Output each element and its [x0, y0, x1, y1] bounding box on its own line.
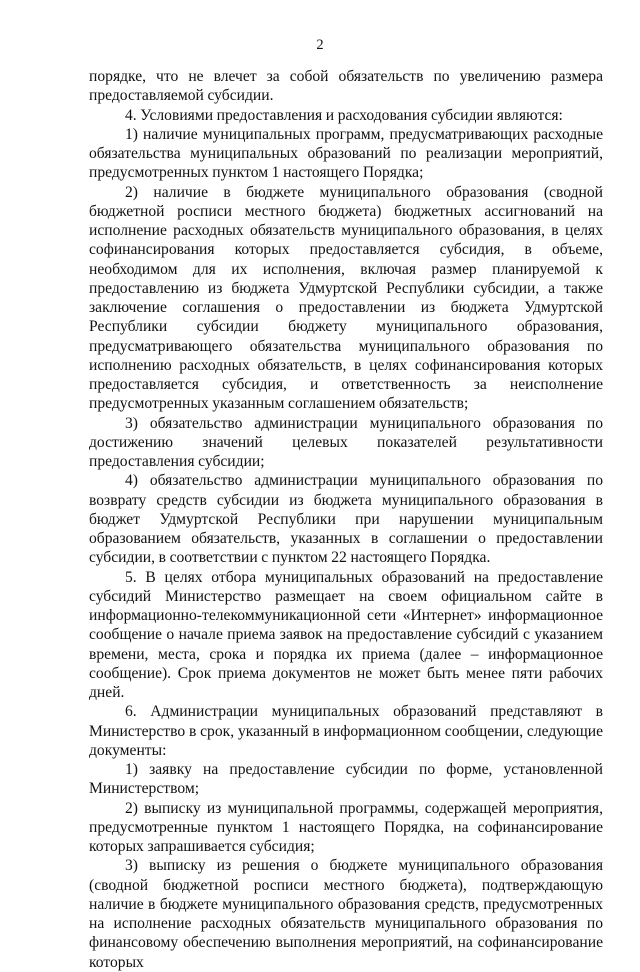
- paragraph-clause-5: 5. В целях отбора муниципальных образований на предоставление субсидий Министерство размещает на своем официальном сайте в информационно-телекоммуникационной сети «Интернет» информационное сообщение о начале приема заявок на предоставление субсидий с указанием времени, места, срока и порядка их приема (далее – информационное сообщение). Срок приема документов не может быть менее пяти рабочих дней.: [89, 568, 603, 701]
- paragraph-item-4-4: 4) обязательство администрации муниципального образования по возврату средств субсидии из бюджета муниципального образования в бюджет Удмуртской Республики при нарушении муниципальным образованием обязательств, указанных в соглашении о предоставлении субсидии, в соответствии с пунктом 22 настоящего Порядка.: [89, 472, 603, 567]
- paragraph-item-4-1: 1) наличие муниципальных программ, предусматривающих расходные обязательства муниципальных образований по реализации мероприятий, предусмотренных пунктом 1 настоящего Порядка;: [89, 125, 603, 182]
- paragraph-clause-4: 4. Условиями предоставления и расходования субсидии являются:: [125, 106, 563, 124]
- paragraph-clause-6: 6. Администрации муниципальных образований представляют в Министерство в срок, указанный в информационном сообщении, следующие документы:: [89, 703, 603, 759]
- paragraph-item-6-2: 2) выписку из муниципальной программы, содержащей мероприятия, предусмотренные пунктом 1 настоящего Порядка, на софинансирование которых запрашивается субсидия;: [89, 799, 603, 855]
- paragraph-item-4-2: 2) наличие в бюджете муниципального образования (сводной бюджетной росписи местного бюджета) бюджетных ассигнований на исполнение расходных обязательств муниципального образования, в целях софинансирования которых предоставляется субсидия, в объеме, необходимом для их исполнения, включая размер планируемой к предоставлению из бюджета Удмуртской Республики субсидии, а также заключение соглашения о предоставлении из бюджета Удмуртской Республики субсидии бюджету муниципального образования, предусматривающего обязательства муниципального образования по исполнению расходных обязательств, в целях софинансирования которых предоставляется субсидия, и ответственность за неисполнение предусмотренных указанным соглашением обязательств;: [89, 183, 603, 413]
- paragraph-continuation: порядке, что не влечет за собой обязательств по увеличению размера предоставляемой субсидии.: [89, 68, 603, 105]
- paragraph-item-4-3: 3) обязательство администрации муниципального образования по достижению значений целевых показателей результативности предоставления субсидии;: [89, 414, 603, 470]
- paragraph-item-6-1: 1) заявку на предоставление субсидии по форме, установленной Министерством;: [89, 761, 603, 798]
- page-number: 2: [316, 37, 324, 53]
- document-body: [89, 67, 603, 972]
- paragraph-item-6-3: 3) выписку из решения о бюджете муниципального образования (сводной бюджетной росписи местного бюджета), подтверждающую наличие в бюджете муниципального образования средств, предусмотренных на исполнение расходных обязательств муниципального образования по финансовому обеспечению выполнения мероприятий, на софинансирование которых: [89, 857, 603, 971]
